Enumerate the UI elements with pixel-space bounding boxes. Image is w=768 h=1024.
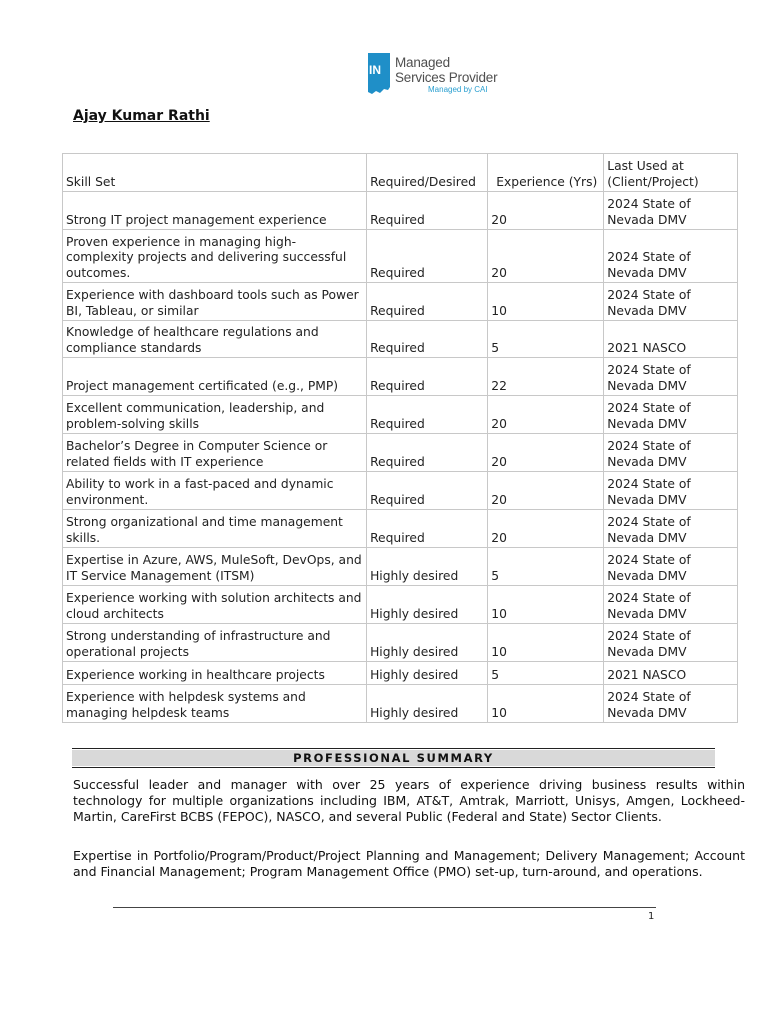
table-row bbox=[63, 396, 738, 434]
last-used-cell: 2024 State of Nevada DMV bbox=[604, 510, 738, 548]
section-rule-bottom bbox=[72, 767, 715, 768]
header-required-desired: Required/Desired bbox=[367, 154, 488, 192]
skill-cell: Knowledge of healthcare regulations and compliance standards bbox=[63, 321, 367, 358]
header-last-used: Last Used at (Client/Project) bbox=[604, 154, 738, 192]
skill-cell: Strong IT project management experience bbox=[63, 192, 367, 230]
last-used-cell: 2021 NASCO bbox=[604, 321, 738, 358]
section-rule-top bbox=[72, 748, 715, 749]
requirement-cell: Highly desired bbox=[367, 662, 488, 685]
requirement-cell: Highly desired bbox=[367, 548, 488, 586]
years-cell: 5 bbox=[488, 662, 604, 685]
last-used-cell: 2024 State of Nevada DMV bbox=[604, 472, 738, 510]
years-cell: 20 bbox=[488, 396, 604, 434]
table-row bbox=[63, 548, 738, 586]
table-row bbox=[63, 624, 738, 662]
skill-cell: Excellent communication, leadership, and problem-solving skills bbox=[63, 396, 367, 434]
last-used-cell: 2024 State of Nevada DMV bbox=[604, 358, 738, 396]
last-used-cell: 2024 State of Nevada DMV bbox=[604, 396, 738, 434]
candidate-name: Ajay Kumar Rathi bbox=[73, 108, 210, 124]
requirement-cell: Highly desired bbox=[367, 685, 488, 723]
skills-table bbox=[62, 153, 738, 723]
years-cell: 20 bbox=[488, 434, 604, 472]
logo-tagline: Managed by CAI bbox=[428, 85, 488, 94]
requirement-cell: Required bbox=[367, 472, 488, 510]
table-row bbox=[63, 192, 738, 230]
years-cell: 10 bbox=[488, 586, 604, 624]
table-row bbox=[63, 358, 738, 396]
table-row bbox=[63, 472, 738, 510]
table-row bbox=[63, 230, 738, 283]
logo-line-2: Services Provider bbox=[395, 70, 498, 85]
skill-cell: Ability to work in a fast-paced and dynamic environment. bbox=[63, 472, 367, 510]
last-used-cell: 2024 State of Nevada DMV bbox=[604, 230, 738, 283]
skill-cell: Experience working with solution architects and cloud architects bbox=[63, 586, 367, 624]
requirement-cell: Required bbox=[367, 230, 488, 283]
years-cell: 10 bbox=[488, 685, 604, 723]
last-used-cell: 2024 State of Nevada DMV bbox=[604, 685, 738, 723]
requirement-cell: Highly desired bbox=[367, 586, 488, 624]
requirement-cell: Required bbox=[367, 396, 488, 434]
table-row bbox=[63, 510, 738, 548]
table-row bbox=[63, 662, 738, 685]
years-cell: 20 bbox=[488, 230, 604, 283]
skill-cell: Experience with dashboard tools such as Power BI, Tableau, or similar bbox=[63, 283, 367, 321]
company-logo bbox=[364, 51, 504, 97]
last-used-cell: 2024 State of Nevada DMV bbox=[604, 283, 738, 321]
table-header-row bbox=[63, 154, 738, 192]
last-used-cell: 2021 NASCO bbox=[604, 662, 738, 685]
years-cell: 10 bbox=[488, 624, 604, 662]
last-used-cell: 2024 State of Nevada DMV bbox=[604, 192, 738, 230]
years-cell: 20 bbox=[488, 472, 604, 510]
years-cell: 5 bbox=[488, 548, 604, 586]
requirement-cell: Required bbox=[367, 358, 488, 396]
skill-cell: Strong organizational and time management skills. bbox=[63, 510, 367, 548]
skills-table-header bbox=[63, 154, 738, 192]
table-row bbox=[63, 586, 738, 624]
last-used-cell: 2024 State of Nevada DMV bbox=[604, 624, 738, 662]
years-cell: 20 bbox=[488, 192, 604, 230]
skill-cell: Project management certificated (e.g., PMP) bbox=[63, 358, 367, 396]
skill-cell: Experience working in healthcare projects bbox=[63, 662, 367, 685]
requirement-cell: Required bbox=[367, 321, 488, 358]
table-row bbox=[63, 283, 738, 321]
table-row bbox=[63, 434, 738, 472]
years-cell: 5 bbox=[488, 321, 604, 358]
skills-table-body bbox=[63, 192, 738, 723]
skill-cell: Expertise in Azure, AWS, MuleSoft, DevOps, and IT Service Management (ITSM) bbox=[63, 548, 367, 586]
skill-cell: Proven experience in managing high-complexity projects and delivering successful outcomes. bbox=[63, 230, 367, 283]
header-skill-set: Skill Set bbox=[63, 154, 367, 192]
last-used-cell: 2024 State of Nevada DMV bbox=[604, 586, 738, 624]
years-cell: 22 bbox=[488, 358, 604, 396]
footer-rule bbox=[113, 907, 656, 908]
requirement-cell: Required bbox=[367, 192, 488, 230]
summary-paragraph-2: Expertise in Portfolio/Program/Product/Project Planning and Management; Delivery Management; Account and Financial Management; Program Management Office (PMO) set-up, turn-around, and operations. bbox=[73, 848, 745, 879]
years-cell: 20 bbox=[488, 510, 604, 548]
last-used-cell: 2024 State of Nevada DMV bbox=[604, 548, 738, 586]
summary-paragraph-1: Successful leader and manager with over 25 years of experience driving business results within technology for multiple organizations including IBM, AT&T, Amtrak, Marriott, Unisys, Amgen, Lockheed-Martin, CareFirst BCBS (FEPOC), NASCO, and several Public (Federal and State) Sector Clients. bbox=[73, 777, 745, 824]
requirement-cell: Required bbox=[367, 434, 488, 472]
logo-badge-text: IN bbox=[369, 63, 381, 77]
table-row bbox=[63, 685, 738, 723]
page-number: 1 bbox=[648, 911, 655, 922]
requirement-cell: Required bbox=[367, 510, 488, 548]
table-row bbox=[63, 321, 738, 358]
skill-cell: Strong understanding of infrastructure and operational projects bbox=[63, 624, 367, 662]
years-cell: 10 bbox=[488, 283, 604, 321]
professional-summary-heading: PROFESSIONAL SUMMARY bbox=[72, 750, 715, 766]
header-experience: Experience (Yrs) bbox=[488, 154, 604, 192]
logo-line-1: Managed bbox=[395, 55, 450, 70]
requirement-cell: Required bbox=[367, 283, 488, 321]
requirement-cell: Highly desired bbox=[367, 624, 488, 662]
skill-cell: Bachelor’s Degree in Computer Science or related fields with IT experience bbox=[63, 434, 367, 472]
last-used-cell: 2024 State of Nevada DMV bbox=[604, 434, 738, 472]
skill-cell: Experience with helpdesk systems and managing helpdesk teams bbox=[63, 685, 367, 723]
